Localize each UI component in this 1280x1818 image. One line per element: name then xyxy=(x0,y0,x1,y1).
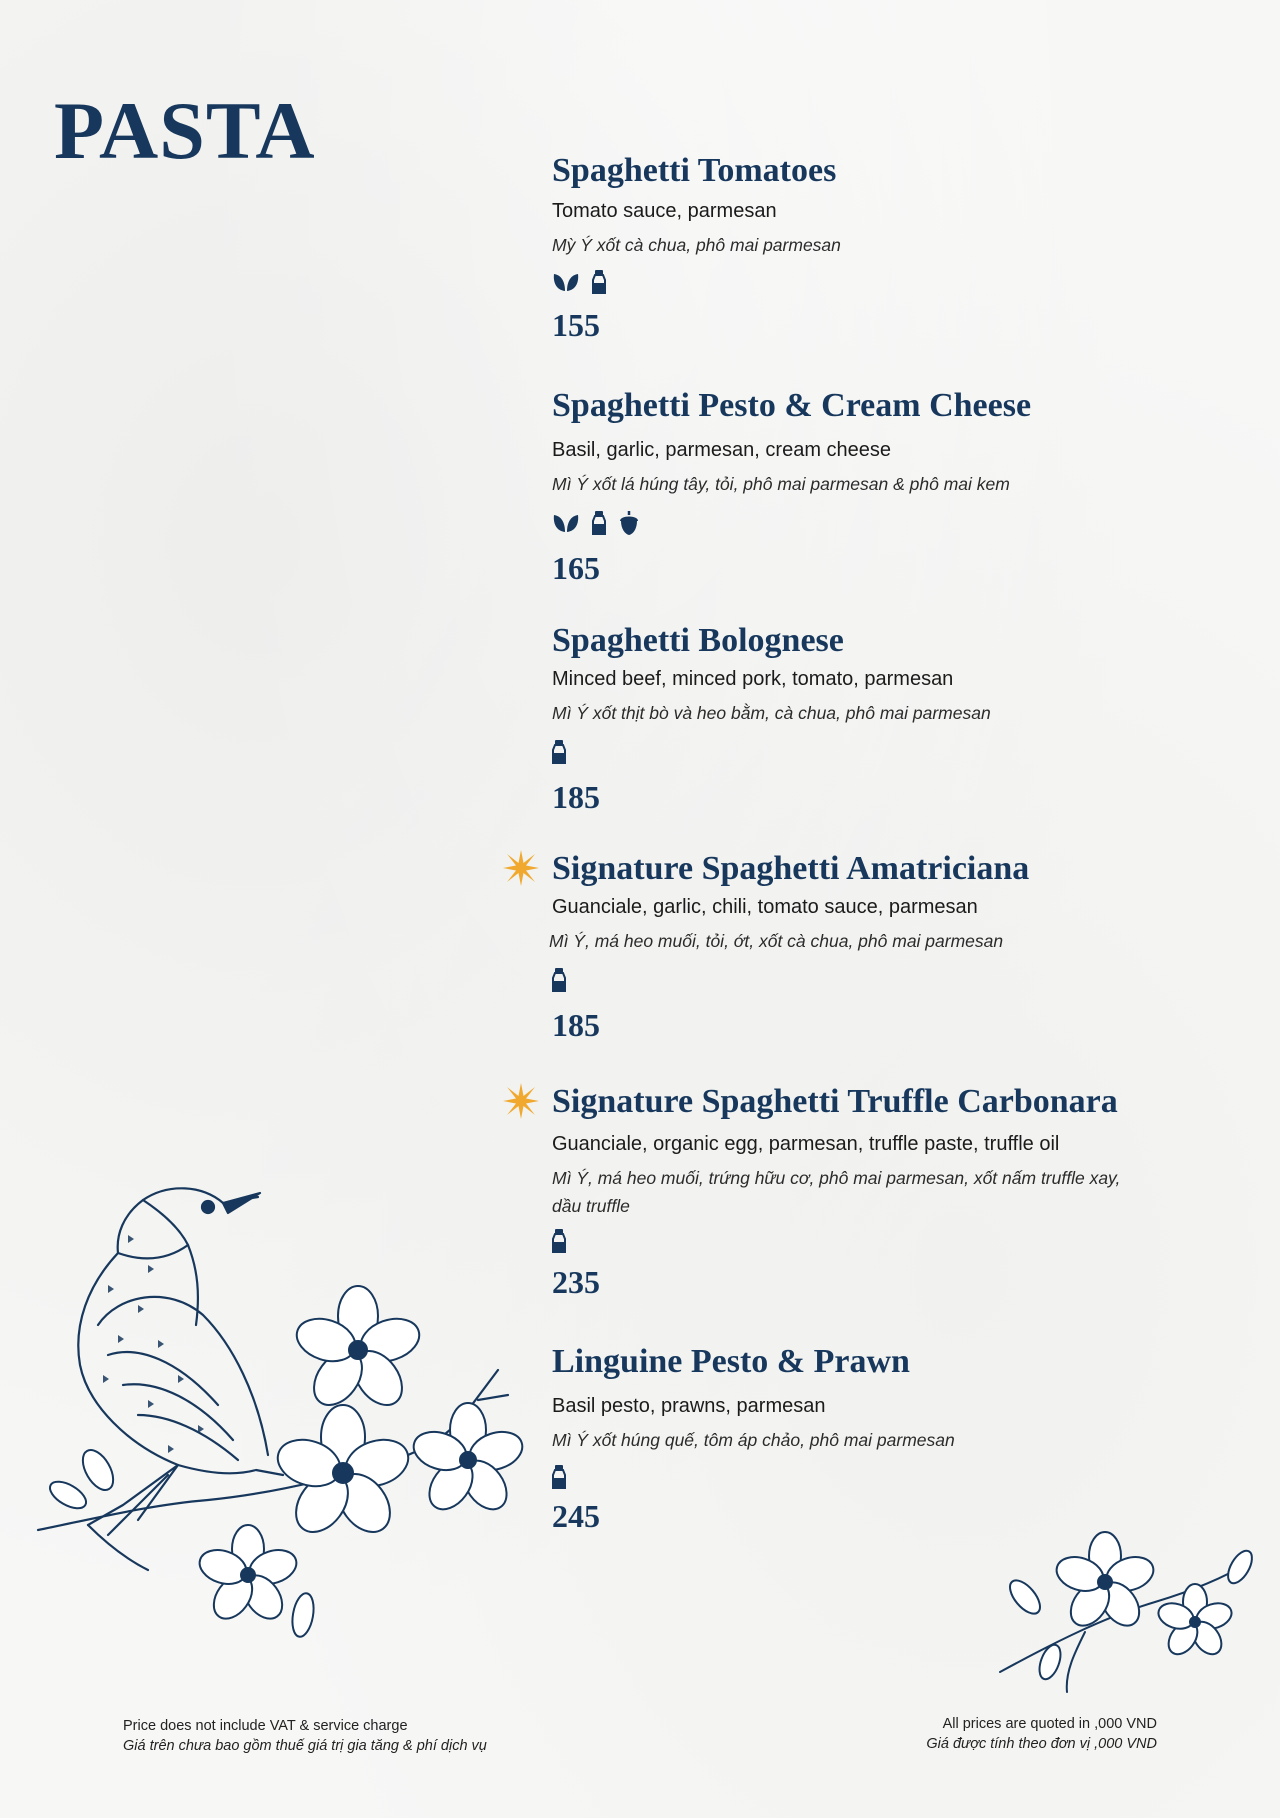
item-name: Spaghetti Pesto & Cream Cheese xyxy=(552,387,1032,424)
milk-icon xyxy=(592,510,606,536)
item-name: Linguine Pesto & Prawn xyxy=(552,1343,910,1380)
item-price: 245 xyxy=(552,1498,600,1535)
item-name: Spaghetti Bolognese xyxy=(552,622,844,659)
item-description-en: Basil pesto, prawns, parmesan xyxy=(552,1395,826,1418)
leaf-icon xyxy=(552,270,580,294)
item-price: 155 xyxy=(552,307,600,344)
signature-star-icon xyxy=(502,849,540,887)
dietary-icons xyxy=(552,739,1252,765)
signature-star-icon xyxy=(502,1082,540,1120)
item-description-en: Minced beef, minced pork, tomato, parmesan xyxy=(552,668,954,691)
dietary-icons xyxy=(552,510,1252,536)
item-description-en: Tomato sauce, parmesan xyxy=(552,200,777,223)
item-description-en: Basil, garlic, parmesan, cream cheese xyxy=(552,439,892,462)
menu-item xyxy=(552,622,1252,816)
leaf-icon xyxy=(552,511,580,535)
milk-icon xyxy=(592,269,606,295)
item-description-vi: Mì Ý, má heo muối, trứng hữu cơ, phô mai parmesan, xốt nấm truffle xay, dầu truffle xyxy=(552,1168,1121,1217)
footer-vat-note-vi: Giá trên chưa bao gồm thuế giá trị gia tăng & phí dịch vụ xyxy=(123,1738,487,1755)
item-description-vi: Mì Ý xốt thịt bò và heo bằm, cà chua, phô mai parmesan xyxy=(552,703,991,724)
menu-item xyxy=(552,387,1252,587)
item-price: 185 xyxy=(552,1007,600,1044)
item-price: 185 xyxy=(552,779,600,816)
item-name: Signature Spaghetti Truffle Carbonara xyxy=(552,1083,1118,1120)
page-title: PASTA xyxy=(54,85,316,176)
footer-currency-note-en: All prices are quoted in ,000 VND xyxy=(942,1716,1157,1732)
footer-vat-note xyxy=(123,1716,487,1757)
milk-icon xyxy=(552,1228,566,1254)
bird-blossom-illustration xyxy=(28,1175,548,1645)
milk-icon xyxy=(552,1464,566,1490)
item-description-vi: Mì Ý xốt lá húng tây, tỏi, phô mai parmesan & phô mai kem xyxy=(552,474,1010,495)
item-description-vi: Mỳ Ý xốt cà chua, phô mai parmesan xyxy=(552,235,841,256)
item-description-vi: Mì Ý, má heo muối, tỏi, ớt, xốt cà chua, phô mai parmesan xyxy=(549,931,1004,952)
dietary-icons xyxy=(552,1464,1252,1490)
menu-item xyxy=(552,1083,1252,1301)
blossom-branch-illustration xyxy=(995,1522,1260,1702)
dietary-icons xyxy=(552,1228,1252,1254)
item-name: Signature Spaghetti Amatriciana xyxy=(552,850,1030,887)
dietary-icons xyxy=(552,967,1252,993)
milk-icon xyxy=(552,739,566,765)
item-description-vi: Mì Ý xốt húng quế, tôm áp chảo, phô mai parmesan xyxy=(552,1430,955,1451)
item-price: 235 xyxy=(552,1264,600,1301)
item-description-en: Guanciale, organic egg, parmesan, truffle paste, truffle oil xyxy=(552,1133,1060,1156)
menu-item xyxy=(552,1343,1252,1535)
menu-item xyxy=(552,152,1252,344)
item-description-en: Guanciale, garlic, chili, tomato sauce, parmesan xyxy=(552,896,978,919)
item-name: Spaghetti Tomatoes xyxy=(552,152,837,189)
milk-icon xyxy=(552,967,566,993)
footer-currency-note xyxy=(926,1714,1157,1755)
footer-currency-note-vi: Giá được tính theo đơn vị ,000 VND xyxy=(926,1736,1157,1753)
menu-item xyxy=(549,850,1252,1044)
dietary-icons xyxy=(552,269,1252,295)
footer-vat-note-en: Price does not include VAT & service charge xyxy=(123,1718,408,1734)
item-price: 165 xyxy=(552,550,600,587)
nut-icon xyxy=(618,510,640,536)
